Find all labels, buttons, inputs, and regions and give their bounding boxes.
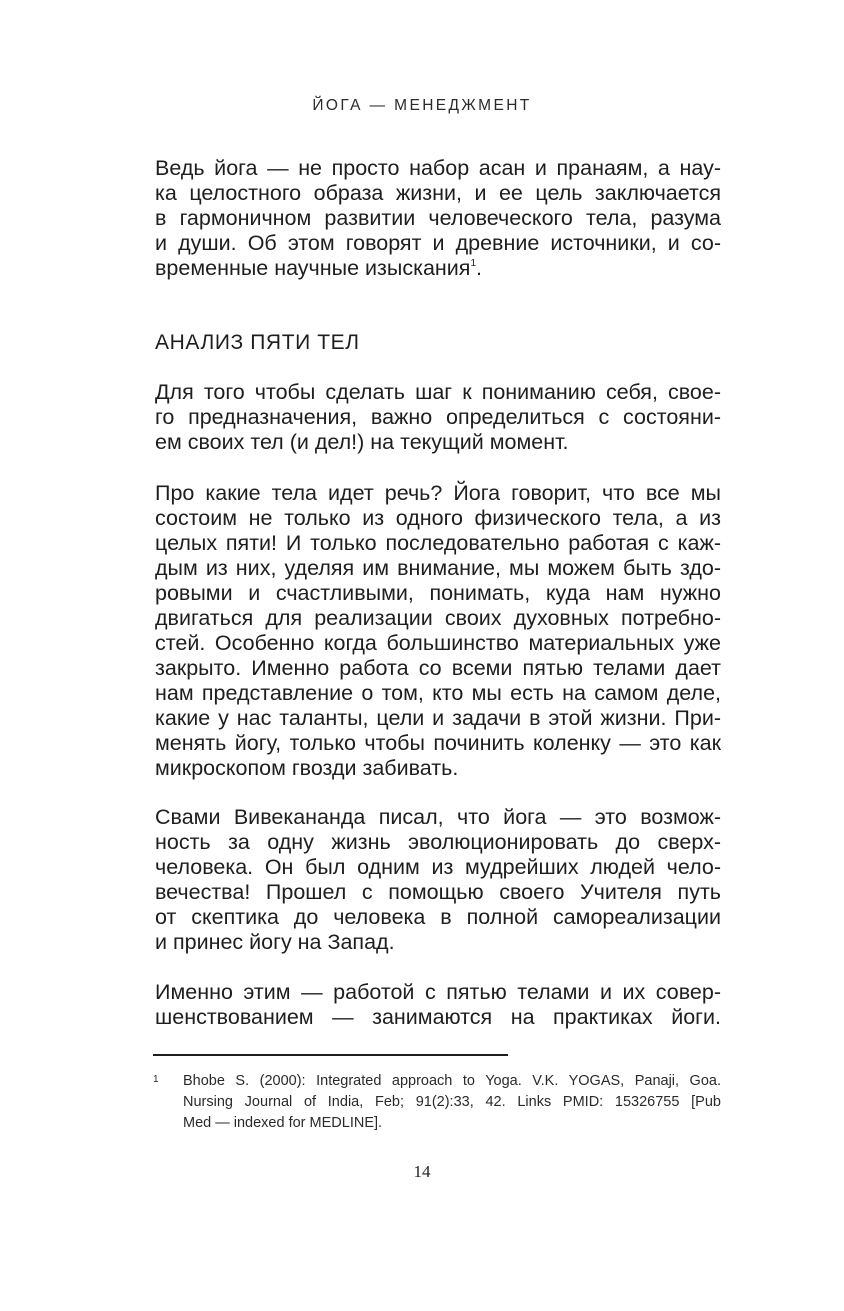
footnote-divider — [153, 1054, 508, 1056]
footnote-text — [183, 1071, 721, 1134]
paragraph-five — [155, 980, 721, 1030]
text-line: состоим не только из одного физического тела, а из — [155, 506, 721, 530]
paragraph-four — [155, 805, 721, 955]
text-line: го предназначения, важно определиться с состояни- — [155, 405, 721, 429]
text-fragment: . — [476, 256, 482, 280]
text-line: какие у нас таланты, цели и задачи в этой жизни. При- — [155, 706, 721, 730]
text-line: человека. Он был одним из мудрейших людей чело- — [155, 855, 721, 879]
text-line: и души. Об этом говорят и древние источники, и со- — [155, 231, 721, 255]
text-line: Про какие тела идет речь? Йога говорит, что все мы — [155, 481, 721, 505]
text-line: Ведь йога — не просто набор асан и пранаям, а нау- — [155, 156, 721, 180]
text-line: Свами Вивекананда писал, что йога — это возмож- — [155, 805, 721, 829]
text-line: и принес йогу на Запад. — [155, 930, 395, 954]
text-line: ка целостного образа жизни, и ее цель заключается — [155, 181, 721, 205]
paragraph-three — [155, 481, 721, 781]
section-heading: АНАЛИЗ ПЯТИ ТЕЛ — [155, 331, 360, 354]
text-line: шенствованием — занимаются на практиках йоги. — [155, 1005, 721, 1029]
text-line: вечества! Прошел с помощью своего Учителя путь — [155, 880, 721, 904]
text-line — [155, 256, 721, 281]
text-line: Именно этим — работой с пятью телами и их совер- — [155, 980, 721, 1004]
text-line: стей. Особенно когда большинство материальных уже — [155, 631, 721, 655]
paragraph-intro — [155, 156, 721, 281]
text-line: ровыми и счастливыми, понимать, куда нам нужно — [155, 581, 721, 605]
footnote-line: Nursing Journal of India, Feb; 91(2):33, 42. Links PMID: 15326755 [Pub — [183, 1094, 721, 1110]
text-line: менять йогу, только чтобы починить коленку — это как — [155, 731, 721, 755]
footnote-reference[interactable]: 1 — [470, 258, 476, 269]
text-line: ем своих тел (и дел!) на текущий момент. — [155, 430, 569, 454]
text-line: Для того чтобы сделать шаг к пониманию себя, свое- — [155, 380, 721, 404]
text-line: дым из них, уделяя им внимание, мы можем быть здо- — [155, 556, 721, 580]
text-line: ность за одну жизнь эволюционировать до сверх- — [155, 830, 721, 854]
text-fragment: временные научные изыскания — [155, 256, 471, 280]
footnote-line: Med — indexed for MEDLINE]. — [183, 1115, 383, 1131]
footnote-line: Bhobe S. (2000): Integrated approach to Yoga. V.K. YOGAS, Panaji, Goa. — [183, 1073, 721, 1089]
text-line: закрыто. Именно работа со всеми пятью телами дает — [155, 656, 721, 680]
footnote-number: 1 — [153, 1074, 159, 1085]
text-line: микроскопом гвозди забивать. — [155, 756, 459, 780]
paragraph-two — [155, 380, 721, 455]
page-number: 14 — [413, 1162, 431, 1181]
text-line: от скептика до человека в полной самореализации — [155, 905, 721, 929]
text-line: целых пяти! И только последовательно работая с каж- — [155, 531, 721, 555]
text-line: двигаться для реализации своих духовных потребно- — [155, 606, 721, 630]
text-line: в гармоничном развитии человеческого тела, разума — [155, 206, 721, 230]
running-head: ЙОГА — МЕНЕДЖМЕНТ — [312, 97, 532, 114]
text-line: нам представление о том, кто мы есть на самом деле, — [155, 681, 721, 705]
